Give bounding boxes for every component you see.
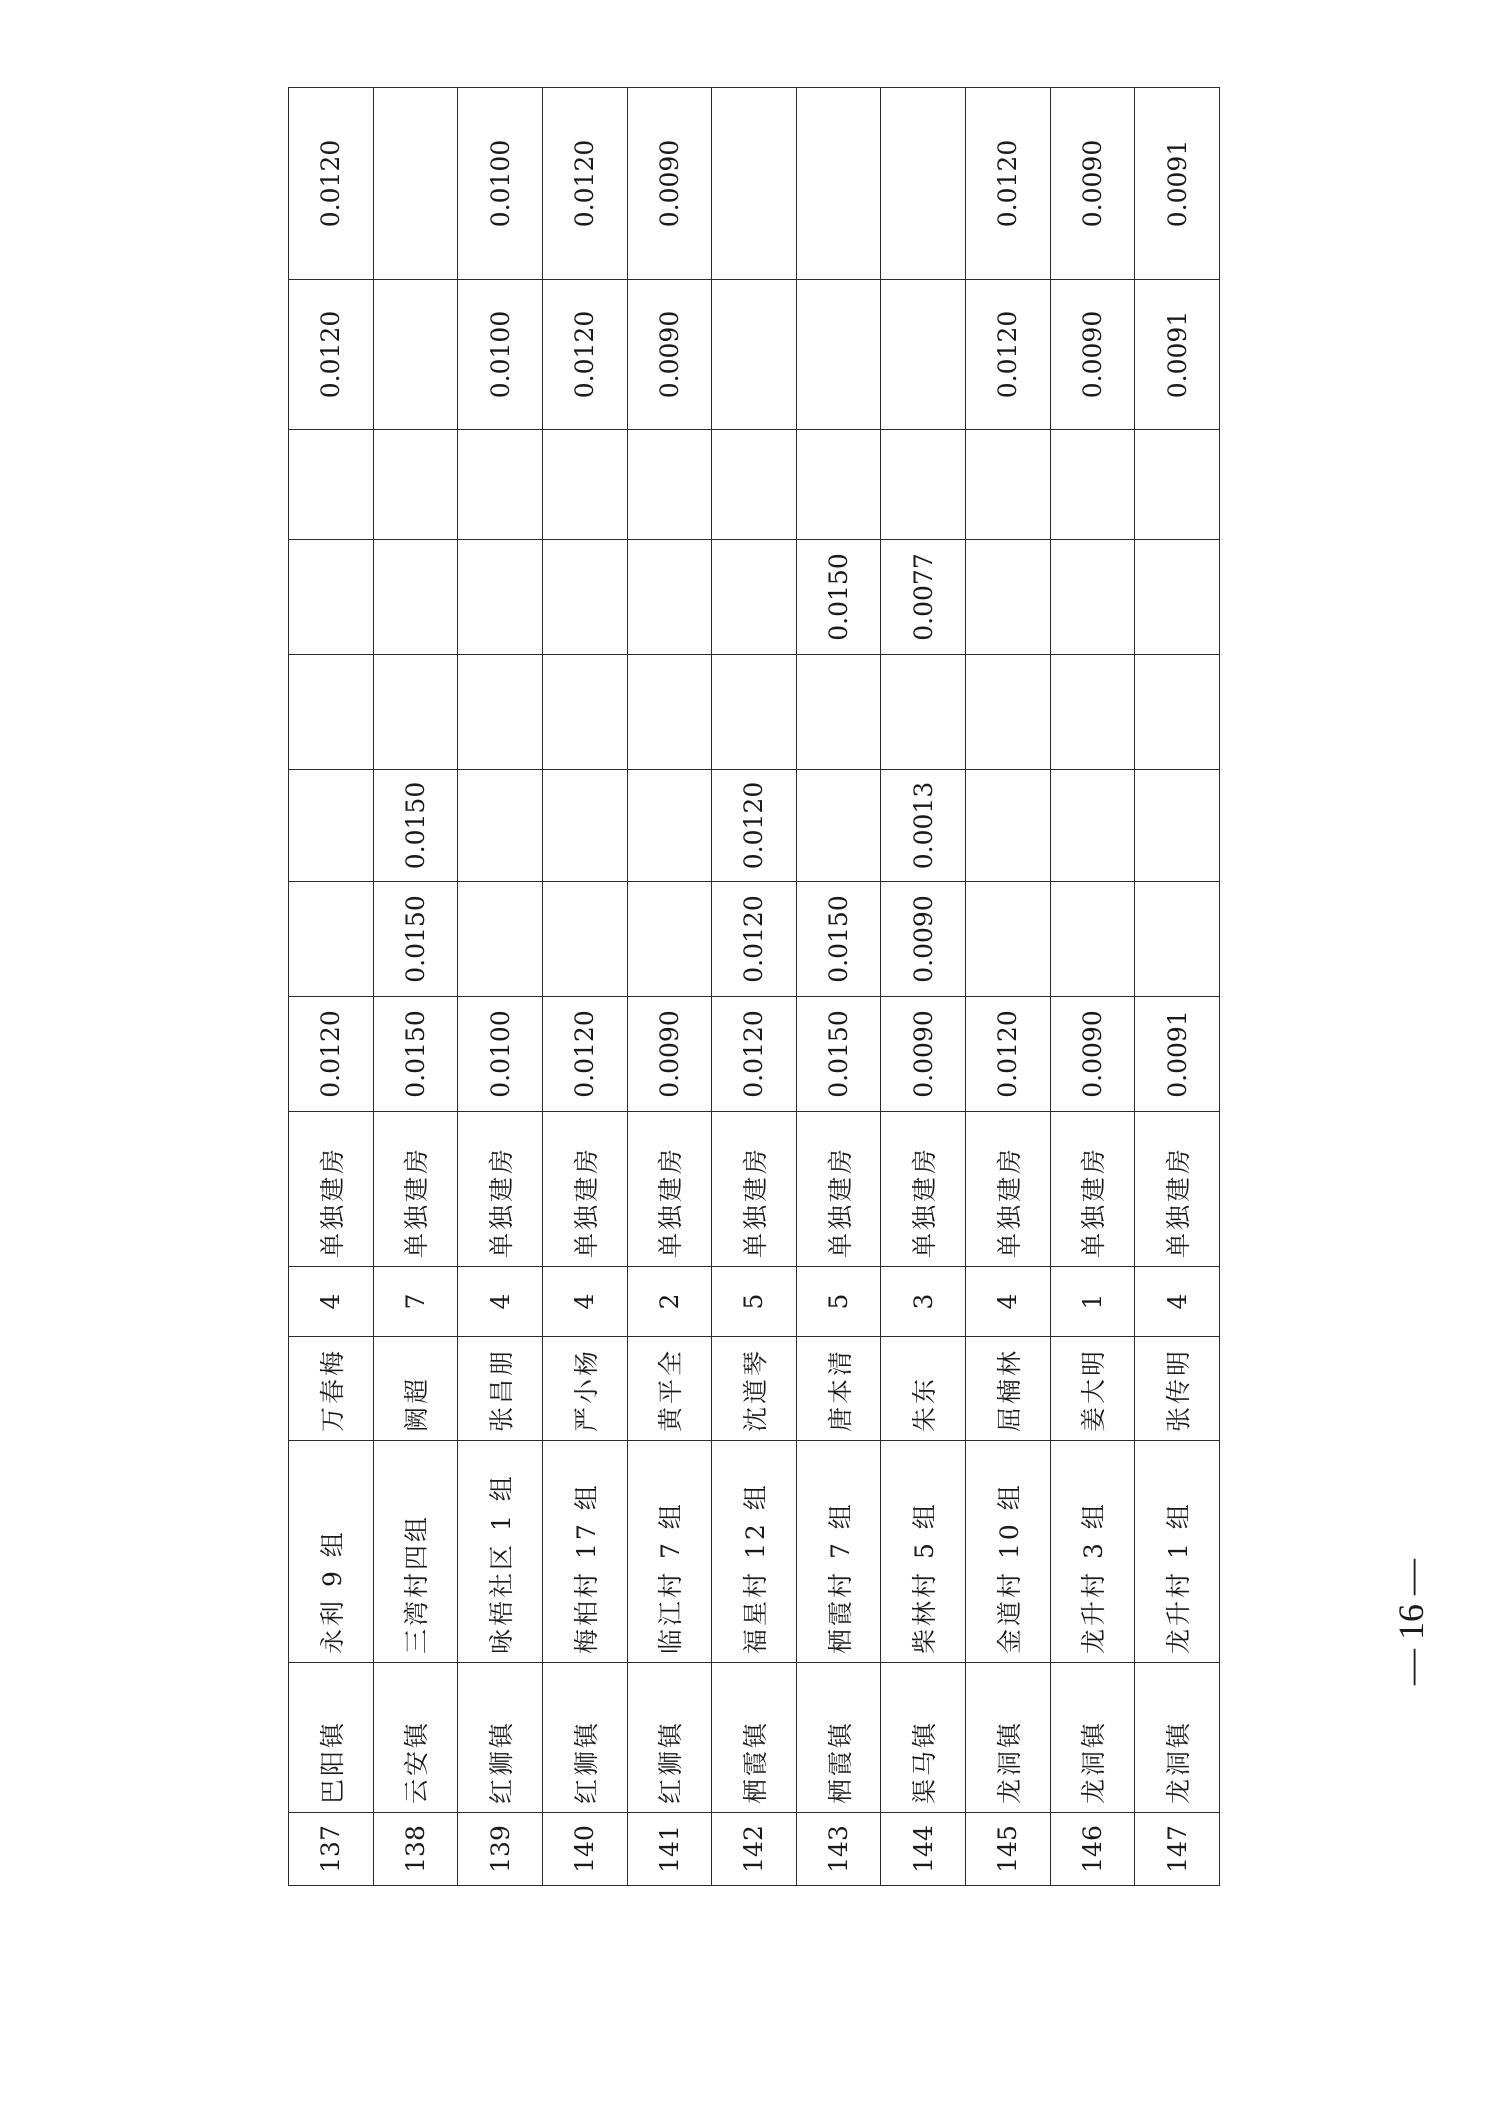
area-col-3-cell (1135, 655, 1220, 770)
area-col-1-cell (966, 882, 1051, 997)
table-row (1050, 88, 1135, 1886)
area-col-6-cell: 0.0120 (289, 280, 374, 430)
town-cell: 红狮镇 (627, 1663, 712, 1813)
household-count-cell: 4 (458, 1267, 543, 1337)
area-col-1-cell (542, 882, 627, 997)
town-cell: 龙洞镇 (1135, 1663, 1220, 1813)
total-area-cell: 0.0120 (289, 997, 374, 1112)
town-cell: 红狮镇 (458, 1663, 543, 1813)
table-row (881, 88, 966, 1886)
household-count-cell: 7 (373, 1267, 458, 1337)
village-group-cell: 龙升村 1 组 (1135, 1441, 1220, 1663)
area-col-1-cell: 0.0150 (373, 882, 458, 997)
town-cell: 红狮镇 (542, 1663, 627, 1813)
table-row (1135, 88, 1220, 1886)
area-col-2-cell: 0.0120 (712, 770, 797, 882)
area-col-7-cell (712, 88, 797, 280)
applicant-name-cell: 唐本清 (796, 1337, 881, 1441)
area-col-5-cell (542, 430, 627, 540)
total-area-cell: 0.0091 (1135, 997, 1220, 1112)
area-col-5-cell (966, 430, 1051, 540)
household-count-cell: 4 (966, 1267, 1051, 1337)
area-col-5-cell (458, 430, 543, 540)
area-col-4-cell (627, 540, 712, 655)
area-col-7-cell (796, 88, 881, 280)
household-count-cell: 5 (796, 1267, 881, 1337)
household-count-cell: 1 (1050, 1267, 1135, 1337)
area-col-2-cell (627, 770, 712, 882)
row-number-cell: 143 (796, 1813, 881, 1886)
area-col-4-cell (712, 540, 797, 655)
area-col-5-cell (712, 430, 797, 540)
household-count-cell: 4 (289, 1267, 374, 1337)
area-col-3-cell (542, 655, 627, 770)
village-group-cell: 三湾村四组 (373, 1441, 458, 1663)
area-col-7-cell: 0.0090 (1050, 88, 1135, 280)
area-col-4-cell: 0.0077 (881, 540, 966, 655)
town-cell: 渠马镇 (881, 1663, 966, 1813)
area-col-2-cell (966, 770, 1051, 882)
page-number: — 16 — (1391, 1559, 1431, 1685)
total-area-cell: 0.0120 (966, 997, 1051, 1112)
area-col-5-cell (1135, 430, 1220, 540)
village-group-cell: 金道村 10 组 (966, 1441, 1051, 1663)
land-use-table-page (288, 88, 1220, 1886)
area-col-5-cell (1050, 430, 1135, 540)
applicant-name-cell: 严小杨 (542, 1337, 627, 1441)
total-area-cell: 0.0120 (712, 997, 797, 1112)
area-col-2-cell (458, 770, 543, 882)
total-area-cell: 0.0090 (627, 997, 712, 1112)
total-area-cell: 0.0100 (458, 997, 543, 1112)
household-count-cell: 3 (881, 1267, 966, 1337)
area-col-3-cell (1050, 655, 1135, 770)
build-type-cell: 单独建房 (373, 1112, 458, 1267)
household-count-cell: 4 (1135, 1267, 1220, 1337)
area-col-1-cell (289, 882, 374, 997)
area-col-6-cell: 0.0120 (966, 280, 1051, 430)
area-col-1-cell: 0.0090 (881, 882, 966, 997)
area-col-3-cell (373, 655, 458, 770)
area-col-7-cell: 0.0120 (542, 88, 627, 280)
total-area-cell: 0.0150 (796, 997, 881, 1112)
land-use-table (288, 87, 1220, 1886)
table-row (966, 88, 1051, 1886)
area-col-2-cell (796, 770, 881, 882)
area-col-1-cell (1135, 882, 1220, 997)
applicant-name-cell: 张昌朋 (458, 1337, 543, 1441)
area-col-6-cell: 0.0120 (542, 280, 627, 430)
area-col-1-cell (458, 882, 543, 997)
area-col-4-cell: 0.0150 (796, 540, 881, 655)
village-group-cell: 龙升村 3 组 (1050, 1441, 1135, 1663)
area-col-7-cell: 0.0091 (1135, 88, 1220, 280)
village-group-cell: 临江村 7 组 (627, 1441, 712, 1663)
area-col-4-cell (542, 540, 627, 655)
area-col-4-cell (289, 540, 374, 655)
area-col-6-cell (881, 280, 966, 430)
area-col-3-cell (966, 655, 1051, 770)
town-cell: 龙洞镇 (1050, 1663, 1135, 1813)
town-cell: 栖霞镇 (796, 1663, 881, 1813)
build-type-cell: 单独建房 (1135, 1112, 1220, 1267)
area-col-6-cell (796, 280, 881, 430)
village-group-cell: 梅柏村 17 组 (542, 1441, 627, 1663)
applicant-name-cell: 张传明 (1135, 1337, 1220, 1441)
area-col-5-cell (627, 430, 712, 540)
applicant-name-cell: 黄平全 (627, 1337, 712, 1441)
applicant-name-cell: 屈楠林 (966, 1337, 1051, 1441)
table-row (542, 88, 627, 1886)
household-count-cell: 5 (712, 1267, 797, 1337)
applicant-name-cell: 朱东 (881, 1337, 966, 1441)
row-number-cell: 145 (966, 1813, 1051, 1886)
area-col-7-cell (881, 88, 966, 280)
area-col-1-cell: 0.0120 (712, 882, 797, 997)
applicant-name-cell: 沈道琴 (712, 1337, 797, 1441)
build-type-cell: 单独建房 (458, 1112, 543, 1267)
table-row (289, 88, 374, 1886)
area-col-3-cell (712, 655, 797, 770)
area-col-4-cell (458, 540, 543, 655)
town-cell: 巴阳镇 (289, 1663, 374, 1813)
row-number-cell: 142 (712, 1813, 797, 1886)
build-type-cell: 单独建房 (542, 1112, 627, 1267)
village-group-cell: 栖霞村 7 组 (796, 1441, 881, 1663)
area-col-3-cell (289, 655, 374, 770)
town-cell: 云安镇 (373, 1663, 458, 1813)
table-row (373, 88, 458, 1886)
row-number-cell: 146 (1050, 1813, 1135, 1886)
town-cell: 栖霞镇 (712, 1663, 797, 1813)
area-col-2-cell (1050, 770, 1135, 882)
row-number-cell: 137 (289, 1813, 374, 1886)
area-col-3-cell (458, 655, 543, 770)
build-type-cell: 单独建房 (966, 1112, 1051, 1267)
area-col-6-cell (712, 280, 797, 430)
area-col-2-cell (289, 770, 374, 882)
area-col-3-cell (881, 655, 966, 770)
row-number-cell: 138 (373, 1813, 458, 1886)
area-col-6-cell: 0.0090 (1050, 280, 1135, 430)
area-col-3-cell (627, 655, 712, 770)
village-group-cell: 永利 9 组 (289, 1441, 374, 1663)
area-col-2-cell: 0.0013 (881, 770, 966, 882)
build-type-cell: 单独建房 (627, 1112, 712, 1267)
village-group-cell: 福星村 12 组 (712, 1441, 797, 1663)
area-col-6-cell: 0.0100 (458, 280, 543, 430)
applicant-name-cell: 姜大明 (1050, 1337, 1135, 1441)
build-type-cell: 单独建房 (796, 1112, 881, 1267)
area-col-7-cell (373, 88, 458, 280)
area-col-1-cell (627, 882, 712, 997)
total-area-cell: 0.0090 (881, 997, 966, 1112)
row-number-cell: 139 (458, 1813, 543, 1886)
area-col-4-cell (966, 540, 1051, 655)
applicant-name-cell: 阙超 (373, 1337, 458, 1441)
area-col-1-cell: 0.0150 (796, 882, 881, 997)
total-area-cell: 0.0120 (542, 997, 627, 1112)
area-col-2-cell (1135, 770, 1220, 882)
area-col-6-cell: 0.0090 (627, 280, 712, 430)
village-group-cell: 咏梧社区 1 组 (458, 1441, 543, 1663)
area-col-7-cell: 0.0090 (627, 88, 712, 280)
total-area-cell: 0.0150 (373, 997, 458, 1112)
town-cell: 龙洞镇 (966, 1663, 1051, 1813)
area-col-5-cell (373, 430, 458, 540)
build-type-cell: 单独建房 (881, 1112, 966, 1267)
row-number-cell: 147 (1135, 1813, 1220, 1886)
area-col-6-cell (373, 280, 458, 430)
area-col-5-cell (796, 430, 881, 540)
build-type-cell: 单独建房 (289, 1112, 374, 1267)
village-group-cell: 柴林村 5 组 (881, 1441, 966, 1663)
row-number-cell: 144 (881, 1813, 966, 1886)
area-col-5-cell (881, 430, 966, 540)
household-count-cell: 4 (542, 1267, 627, 1337)
area-col-4-cell (1050, 540, 1135, 655)
build-type-cell: 单独建房 (712, 1112, 797, 1267)
table-row (627, 88, 712, 1886)
area-col-7-cell: 0.0120 (966, 88, 1051, 280)
area-col-4-cell (1135, 540, 1220, 655)
row-number-cell: 140 (542, 1813, 627, 1886)
household-count-cell: 2 (627, 1267, 712, 1337)
applicant-name-cell: 万春梅 (289, 1337, 374, 1441)
total-area-cell: 0.0090 (1050, 997, 1135, 1112)
area-col-7-cell: 0.0100 (458, 88, 543, 280)
area-col-6-cell: 0.0091 (1135, 280, 1220, 430)
area-col-2-cell: 0.0150 (373, 770, 458, 882)
row-number-cell: 141 (627, 1813, 712, 1886)
table-row (458, 88, 543, 1886)
table-row (712, 88, 797, 1886)
area-col-4-cell (373, 540, 458, 655)
table-row (796, 88, 881, 1886)
area-col-1-cell (1050, 882, 1135, 997)
area-col-7-cell: 0.0120 (289, 88, 374, 280)
area-col-3-cell (796, 655, 881, 770)
area-col-2-cell (542, 770, 627, 882)
build-type-cell: 单独建房 (1050, 1112, 1135, 1267)
area-col-5-cell (289, 430, 374, 540)
